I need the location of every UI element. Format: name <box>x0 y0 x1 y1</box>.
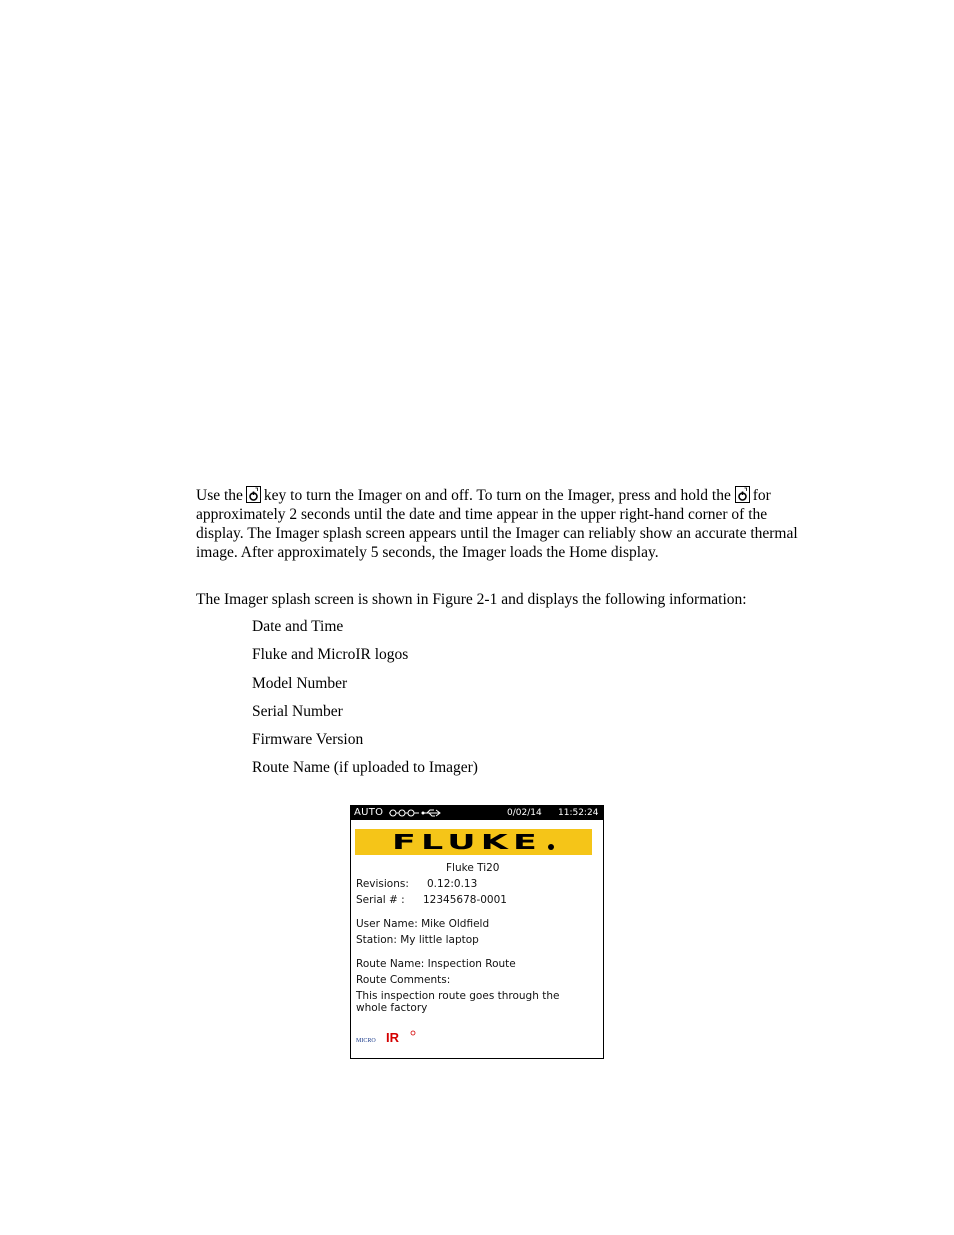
battery-usb-icon <box>389 808 441 818</box>
status-icons <box>389 808 441 823</box>
fluke-logo-banner <box>355 829 592 855</box>
route-comments-label: Route Comments: <box>356 974 451 986</box>
list-item: Route Name (if uploaded to Imager) <box>252 759 478 776</box>
model-number: Fluke Ti20 <box>446 862 500 874</box>
svg-text:IR: IR <box>386 1030 399 1045</box>
microir-logo <box>356 1028 426 1046</box>
svg-text:MICRO: MICRO <box>356 1038 376 1044</box>
time-readout: 11:52:24 <box>558 808 599 818</box>
station-name: Station: My little laptop <box>356 934 479 946</box>
date-readout: 0/02/14 <box>507 808 542 818</box>
list-item: Serial Number <box>252 703 343 720</box>
intro-paragraph <box>196 486 816 562</box>
serial-label: Serial # : <box>356 894 405 906</box>
list-item: Fluke and MicroIR logos <box>252 646 409 663</box>
power-key-icon <box>735 486 750 503</box>
mode-indicator: AUTO <box>354 807 384 818</box>
revisions-value: 0.12:0.13 <box>427 878 478 890</box>
intro-text-b: key to turn the Imager on and off. To turn on the Imager, press and hold the <box>263 487 731 504</box>
list-item: Firmware Version <box>252 731 364 748</box>
splash-intro-paragraph: The Imager splash screen is shown in Figure 2-1 and displays the following information: <box>196 591 747 608</box>
list-item: Date and Time <box>252 618 344 635</box>
power-key-icon <box>246 486 261 503</box>
status-bar <box>351 806 603 820</box>
list-item: Model Number <box>252 675 348 692</box>
route-name: Route Name: Inspection Route <box>356 958 516 970</box>
serial-value: 12345678-0001 <box>423 894 507 906</box>
svg-text:FLUKE: FLUKE <box>392 833 542 851</box>
route-comments-line-1: This inspection route goes through the <box>356 990 560 1002</box>
user-name: User Name: Mike Oldfield <box>356 918 490 930</box>
intro-text-c: for approximately 2 seconds until the date and time appear in the upper right-hand corner of the display. The Imager splash screen appears until the Imager can reliably show an accurate thermal image. After approximately 5 seconds, the Imager loads the Home display. <box>196 487 798 561</box>
fluke-logo <box>392 833 557 851</box>
splash-screen <box>350 805 604 1059</box>
intro-text-a: Use the <box>196 487 243 504</box>
revisions-label: Revisions: <box>356 878 409 890</box>
route-comments-line-2: whole factory <box>356 1002 428 1014</box>
